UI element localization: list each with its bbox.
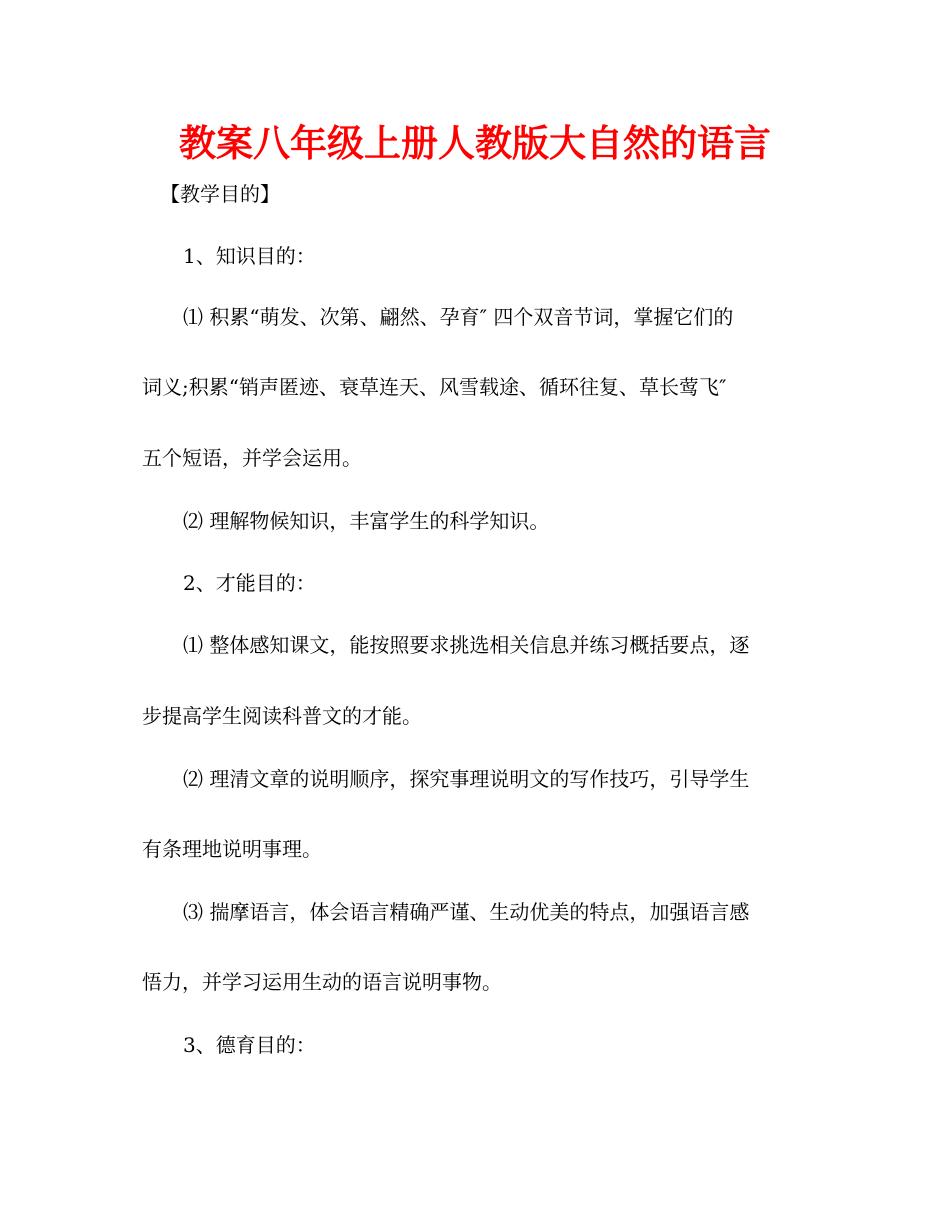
paragraph-line: 步提高学生阅读科普文的才能。	[142, 704, 422, 728]
subsection-knowledge-goals: 1、知识目的：	[183, 244, 316, 268]
paragraph-line: ⑵ 理解物候知识，丰富学生的科学知识。	[183, 509, 550, 533]
paragraph-line: 悟力，并学习运用生动的语言说明事物。	[142, 970, 502, 994]
paragraph-line: ⑴ 积累“萌发、次第、翩然、孕育″ 四个双音节词，掌握它们的	[183, 305, 734, 329]
subsection-moral-goals: 3、德育目的：	[183, 1033, 316, 1057]
paragraph-line: ⑴ 整体感知课文，能按照要求挑选相关信息并练习概括要点，逐	[183, 633, 750, 657]
paragraph-line: 有条理地说明事理。	[142, 837, 322, 861]
paragraph-line: ⑶ 揣摩语言，体会语言精确严谨、生动优美的特点，加强语言感	[183, 900, 750, 924]
paragraph-line: 词义;积累“销声匿迹、衰草连天、风雪载途、循环往复、草长莺飞″	[142, 375, 727, 399]
paragraph-line: ⑵ 理清文章的说明顺序，探究事理说明文的写作技巧，引导学生	[183, 767, 750, 791]
subsection-ability-goals: 2、才能目的：	[183, 571, 316, 595]
paragraph-line: 五个短语，并学会运用。	[142, 446, 362, 470]
document-title: 教案八年级上册人教版大自然的语言	[179, 122, 771, 165]
section-heading-teaching-goals: 【教学目的】	[160, 182, 280, 206]
